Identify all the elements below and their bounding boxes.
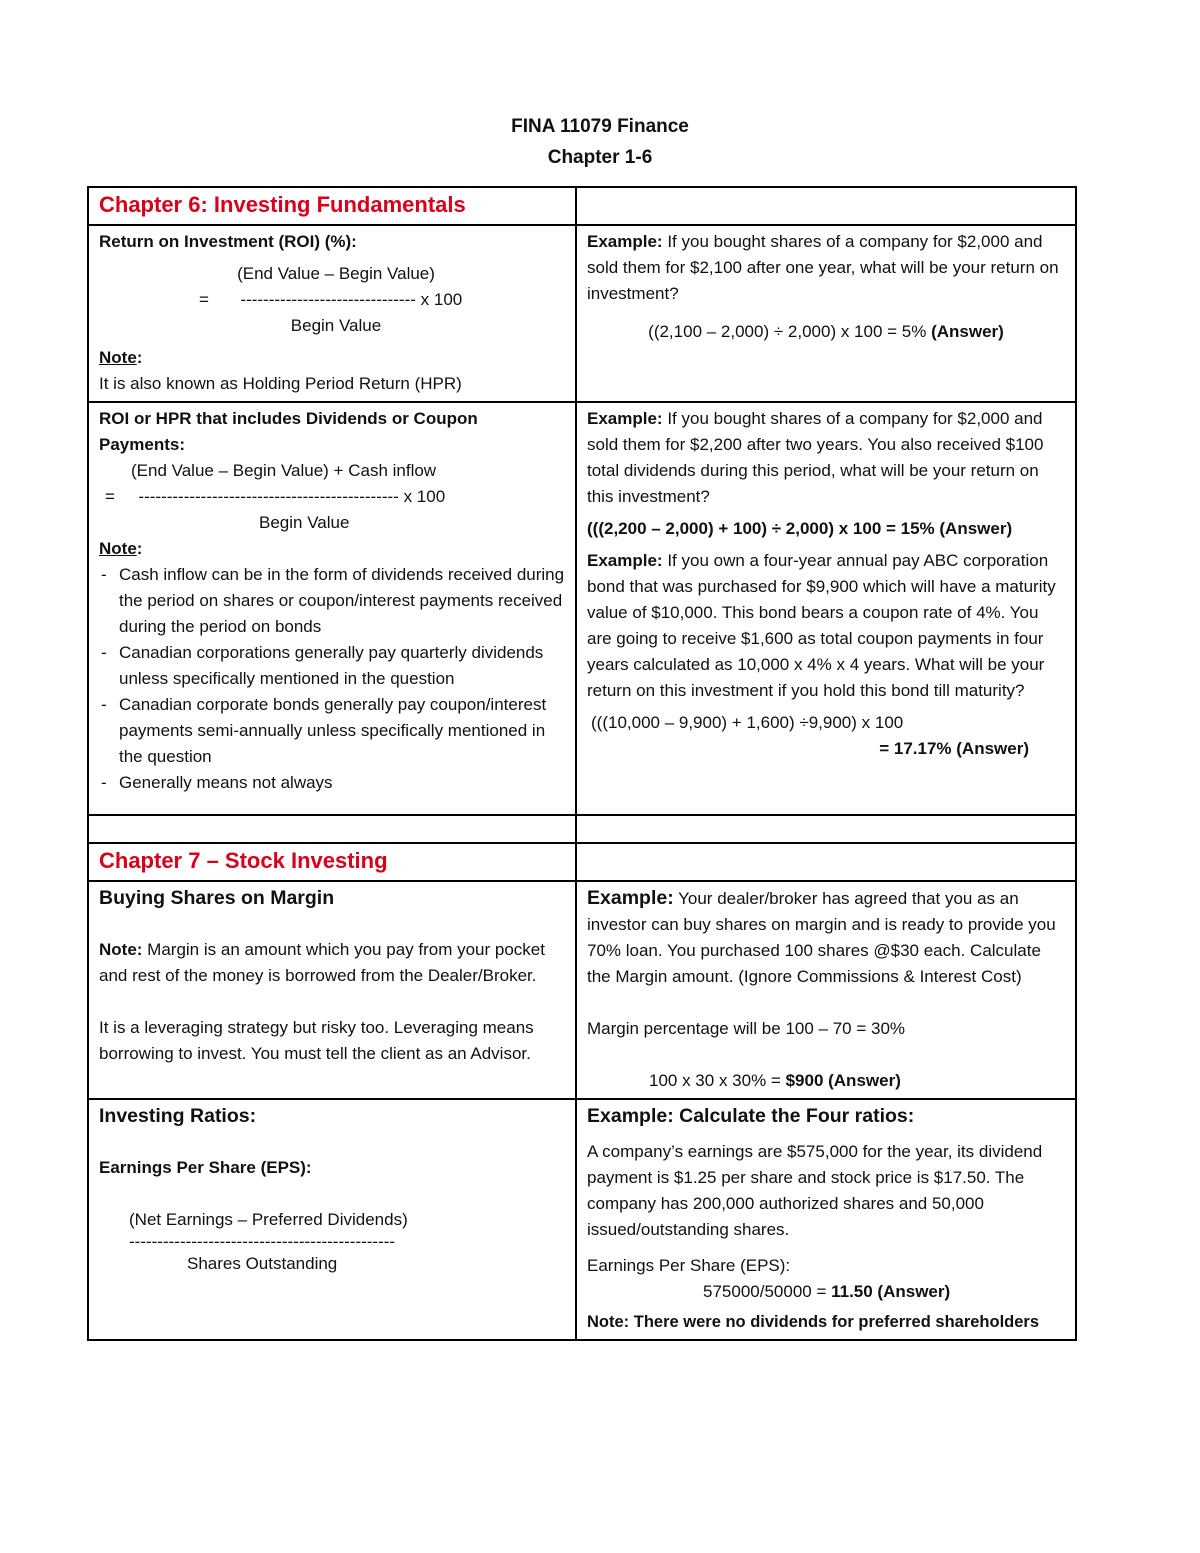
example-result: = 17.17% (Answer) — [879, 739, 1029, 758]
spacer-row — [88, 815, 1076, 843]
hpr-row — [88, 402, 1076, 815]
roi-denominator: Begin Value — [290, 316, 382, 335]
chapter-7-title-cell — [88, 843, 576, 881]
chapter-6-title: Chapter 6: Investing Fundamentals — [99, 192, 466, 217]
empty-cell — [576, 843, 1076, 881]
chapter-6-title-cell — [88, 187, 576, 225]
list-item: - Canadian corporate bonds generally pay coupon/interest payments semi-annually unless specifically mentioned in the question — [99, 692, 565, 770]
hpr-note-label: Note — [99, 539, 137, 558]
example-label: Example: — [587, 551, 663, 570]
example-answer: (Answer) — [931, 322, 1004, 341]
margin-answer: $900 (Answer) — [785, 1071, 901, 1090]
ratios-row — [88, 1099, 1076, 1340]
eps-note: Note: There were no dividends for preferred shareholders — [587, 1313, 1040, 1331]
hpr-times: x 100 — [403, 487, 446, 506]
hpr-note-list — [99, 562, 565, 796]
notes-table — [87, 186, 1077, 1341]
roi-note-label: Note — [99, 348, 137, 367]
example-formula: (((10,000 – 9,900) + 1,600) ÷9,900) x 100 — [591, 713, 904, 732]
margin-paragraph: It is a leveraging strategy but risky too. Leveraging means borrowing to invest. You must tell the client as an Advisor. — [99, 1018, 534, 1063]
example-formula: ((2,100 – 2,000) ÷ 2,000) x 100 = 5% — [648, 322, 932, 341]
ratios-example-text: A company’s earnings are $575,000 for the year, its dividend payment is $1.25 per share and stock price is $17.50. The company has 200,000 authorized shares and 50,000 issued/outstanding shares. — [587, 1142, 1043, 1239]
margin-row — [88, 881, 1076, 1099]
chapter-7-title: Chapter 7 – Stock Investing — [99, 848, 388, 873]
eps-heading: Earnings Per Share (EPS): — [99, 1158, 312, 1177]
document-subtitle: Chapter 1-6 — [547, 147, 653, 168]
margin-note-text: Margin is an amount which you pay from your pocket and rest of the money is borrowed from the Dealer/Broker. — [99, 940, 545, 985]
roi-times: x 100 — [420, 290, 463, 309]
roi-row — [88, 225, 1076, 402]
ratios-example-cell — [576, 1099, 1076, 1340]
eps-numerator: (Net Earnings – Preferred Dividends) — [129, 1210, 408, 1229]
hpr-numerator: (End Value – Begin Value) + Cash inflow — [131, 461, 437, 480]
chapter-6-header-row — [88, 187, 1076, 225]
eps-calc: 575000/50000 = — [703, 1282, 832, 1301]
example-text: If you bought shares of a company for $2,000 and sold them for $2,200 after two years. You also received $100 total dividends during this period, what will be your return on this investment? — [587, 409, 1044, 506]
example-text: Your dealer/broker has agreed that you as an investor can buy shares on margin and is ready to provide you 70% loan. You purchased 100 shares @$30 each. Calculate the Margin amount. (Ignore Commissions & Interest Cost) — [587, 889, 1056, 986]
roi-heading: Return on Investment (ROI) (%): — [99, 232, 357, 251]
example-formula: (((2,200 – 2,000) + 100) ÷ 2,000) x 100 = 15% (Answer) — [587, 519, 1013, 538]
margin-example-cell — [576, 881, 1076, 1099]
roi-fraction-line: ------------------------------- — [240, 290, 416, 309]
roi-example-cell — [576, 225, 1076, 402]
margin-cell — [88, 881, 576, 1099]
eps-denominator: Shares Outstanding — [187, 1254, 338, 1273]
hpr-example-cell — [576, 402, 1076, 815]
ratios-heading: Investing Ratios: — [99, 1105, 257, 1127]
eps-answer: 11.50 (Answer) — [831, 1282, 951, 1301]
chapter-7-header-row — [88, 843, 1076, 881]
margin-calc: 100 x 30 x 30% = — [649, 1071, 786, 1090]
margin-note-label: Note: — [99, 940, 143, 959]
ratios-cell — [88, 1099, 576, 1340]
hpr-fraction-line: ---------------------------------------------- — [138, 487, 399, 506]
margin-heading: Buying Shares on Margin — [99, 887, 335, 909]
example-text: If you bought shares of a company for $2,000 and sold them for $2,100 after one year, what will be your return on investment? — [587, 232, 1059, 303]
list-item: - Canadian corporations generally pay quarterly dividends unless specifically mentioned in the question — [99, 640, 565, 692]
empty-cell — [576, 187, 1076, 225]
document-title: FINA 11079 Finance — [511, 116, 689, 137]
margin-percentage: Margin percentage will be 100 – 70 = 30% — [587, 1019, 906, 1038]
example-label: Example: — [587, 232, 663, 251]
list-item: - Cash inflow can be in the form of dividends received during the period on shares or coupon/interest payments received during the period on bonds — [99, 562, 565, 640]
hpr-heading: ROI or HPR that includes Dividends or Coupon Payments: — [99, 409, 478, 454]
empty-cell — [576, 815, 1076, 843]
example-label: Example: — [587, 887, 674, 909]
roi-numerator: (End Value – Begin Value) — [237, 264, 435, 283]
roi-equals: = — [199, 290, 209, 309]
eps-label: Earnings Per Share (EPS): — [587, 1256, 791, 1275]
ratios-example-heading: Example: Calculate the Four ratios: — [587, 1105, 915, 1127]
empty-cell — [88, 815, 576, 843]
hpr-equals: = — [105, 487, 115, 506]
roi-cell: Return on Investment (ROI) (%): (End Value – Begin Value) = ------------------------------- x 100 Begin Value Note: It is also known as Holding Period Return (HPR) — [88, 225, 576, 402]
example-label: Example: — [587, 409, 663, 428]
hpr-cell: ROI or HPR that includes Dividends or Coupon Payments: (End Value – Begin Value) + Cash inflow = ---------------------------------------------- x 100 Begin Value Note: - Cash inflow can be in the form of dividends received during the period on shares or coupon/interest payments received during the period on bonds - Canadian corporations generally pay quarterly dividends unless specifically mentioned in the question - Canadian corporate bonds generally pay coupon/interest payments semi-annually unless specifically mentioned in the question - Generally means not always — [88, 402, 576, 815]
hpr-denominator: Begin Value — [259, 513, 350, 532]
list-item: - Generally means not always — [99, 770, 565, 796]
eps-fraction-line: ----------------------------------------------- — [129, 1232, 396, 1251]
roi-note-text: It is also known as Holding Period Return (HPR) — [99, 374, 462, 393]
example-text: If you own a four-year annual pay ABC corporation bond that was purchased for $9,900 which will have a maturity value of $10,000. This bond bears a coupon rate of 4%. You are going to receive $1,600 as total coupon payments in four years calculated as 10,000 x 4% x 4 years. What will be your return on this investment if you hold this bond till maturity? — [587, 551, 1056, 700]
